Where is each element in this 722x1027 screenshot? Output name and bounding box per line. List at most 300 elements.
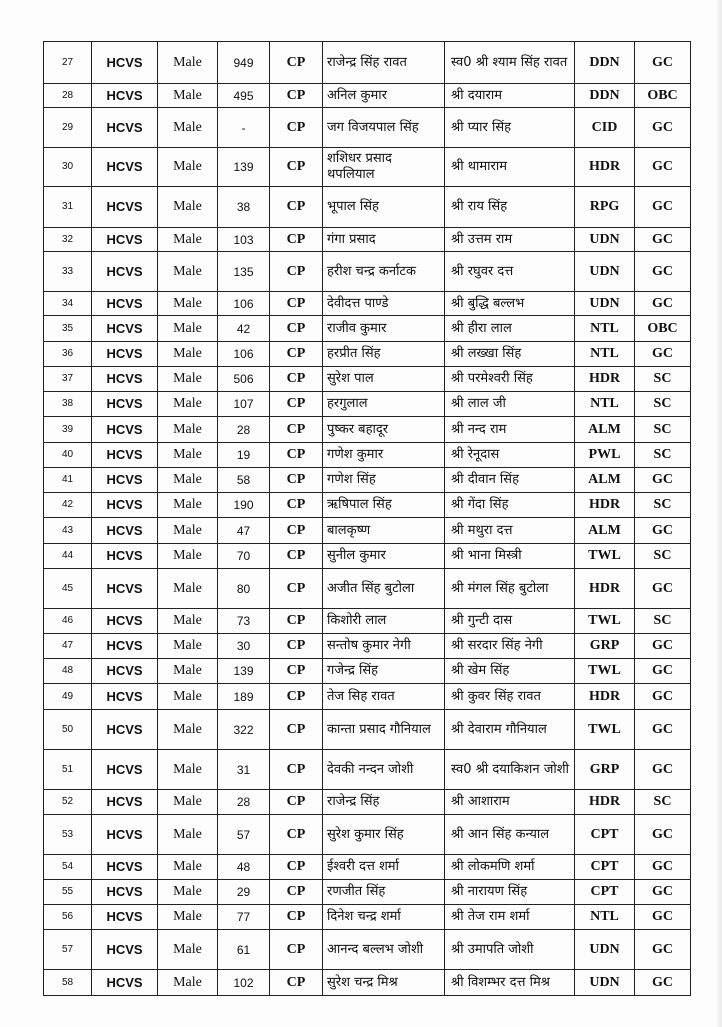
type-cell: CP <box>270 316 323 342</box>
type-cell: CP <box>270 609 323 634</box>
serial-number-cell: 45 <box>44 569 92 609</box>
district-cell: ALM <box>575 468 635 493</box>
gender-cell: Male <box>158 569 218 609</box>
serial-number-cell: 54 <box>44 855 92 880</box>
table-row <box>44 252 691 292</box>
class-cell: SC <box>635 392 691 417</box>
class-cell: GC <box>635 684 691 710</box>
number-cell: 189 <box>218 684 270 710</box>
district-cell: NTL <box>575 342 635 367</box>
number-cell: 949 <box>218 42 270 84</box>
gender-cell: Male <box>158 493 218 518</box>
number-cell: 506 <box>218 367 270 392</box>
serial-number-cell: 35 <box>44 316 92 342</box>
number-cell: 103 <box>218 228 270 252</box>
table-row <box>44 367 691 392</box>
personnel-table <box>43 41 691 996</box>
serial-number-cell: 48 <box>44 659 92 684</box>
gender-cell: Male <box>158 790 218 815</box>
father-name-cell: श्री नन्द राम <box>445 417 575 443</box>
table-row <box>44 930 691 970</box>
class-cell: GC <box>635 569 691 609</box>
table-row <box>44 750 691 790</box>
category-cell: HCVS <box>92 750 158 790</box>
district-cell: CPT <box>575 880 635 905</box>
name-cell: गंगा प्रसाद <box>323 228 445 252</box>
father-name-cell: श्री परमेश्वरी सिंह <box>445 367 575 392</box>
district-cell: CPT <box>575 855 635 880</box>
category-cell: HCVS <box>92 108 158 148</box>
type-cell: CP <box>270 417 323 443</box>
type-cell: CP <box>270 84 323 108</box>
gender-cell: Male <box>158 970 218 996</box>
class-cell: GC <box>635 148 691 187</box>
category-cell: HCVS <box>92 392 158 417</box>
father-name-cell: श्री लाल जी <box>445 392 575 417</box>
number-cell: 47 <box>218 518 270 544</box>
class-cell: SC <box>635 443 691 468</box>
serial-number-cell: 44 <box>44 544 92 569</box>
table-row <box>44 42 691 84</box>
father-name-cell: श्री मंगल सिंह बुटोला <box>445 569 575 609</box>
father-name-cell: श्री लख्खा सिंह <box>445 342 575 367</box>
table-row <box>44 148 691 187</box>
category-cell: HCVS <box>92 316 158 342</box>
father-name-cell: श्री उमापति जोशी <box>445 930 575 970</box>
category-cell: HCVS <box>92 367 158 392</box>
number-cell: 42 <box>218 316 270 342</box>
category-cell: HCVS <box>92 292 158 316</box>
name-cell: कान्ता प्रसाद गौनियाल <box>323 710 445 750</box>
type-cell: CP <box>270 468 323 493</box>
serial-number-cell: 34 <box>44 292 92 316</box>
name-cell: गणेश सिंह <box>323 468 445 493</box>
class-cell: SC <box>635 367 691 392</box>
serial-number-cell: 32 <box>44 228 92 252</box>
class-cell: GC <box>635 108 691 148</box>
father-name-cell: श्री विशम्भर दत्त मिश्र <box>445 970 575 996</box>
district-cell: UDN <box>575 970 635 996</box>
name-cell: भूपाल सिंह <box>323 187 445 228</box>
serial-number-cell: 30 <box>44 148 92 187</box>
name-cell: सन्तोष कुमार नेगी <box>323 634 445 659</box>
category-cell: HCVS <box>92 855 158 880</box>
number-cell: 29 <box>218 880 270 905</box>
serial-number-cell: 37 <box>44 367 92 392</box>
district-cell: DDN <box>575 42 635 84</box>
type-cell: CP <box>270 493 323 518</box>
name-cell: गजेन्द्र सिंह <box>323 659 445 684</box>
district-cell: GRP <box>575 634 635 659</box>
class-cell: GC <box>635 187 691 228</box>
class-cell: GC <box>635 880 691 905</box>
name-cell: अजीत सिंह बुटोला <box>323 569 445 609</box>
category-cell: HCVS <box>92 342 158 367</box>
table-row <box>44 815 691 855</box>
class-cell: SC <box>635 609 691 634</box>
father-name-cell: श्री नारायण सिंह <box>445 880 575 905</box>
name-cell: पुष्कर बहादूर <box>323 417 445 443</box>
number-cell: 135 <box>218 252 270 292</box>
serial-number-cell: 28 <box>44 84 92 108</box>
name-cell: राजीव कुमार <box>323 316 445 342</box>
district-cell: UDN <box>575 252 635 292</box>
district-cell: TWL <box>575 544 635 569</box>
father-name-cell: श्री देवाराम गौनियाल <box>445 710 575 750</box>
serial-number-cell: 36 <box>44 342 92 367</box>
number-cell: 102 <box>218 970 270 996</box>
category-cell: HCVS <box>92 930 158 970</box>
gender-cell: Male <box>158 108 218 148</box>
number-cell: - <box>218 108 270 148</box>
father-name-cell: श्री आशाराम <box>445 790 575 815</box>
district-cell: HDR <box>575 493 635 518</box>
name-cell: सुरेश पाल <box>323 367 445 392</box>
father-name-cell: श्री दयाराम <box>445 84 575 108</box>
table-row <box>44 659 691 684</box>
table-row <box>44 609 691 634</box>
father-name-cell: श्री रघुवर दत्त <box>445 252 575 292</box>
table-row <box>44 790 691 815</box>
father-name-cell: श्री दीवान सिंह <box>445 468 575 493</box>
gender-cell: Male <box>158 42 218 84</box>
father-name-cell: श्री उत्तम राम <box>445 228 575 252</box>
gender-cell: Male <box>158 659 218 684</box>
district-cell: HDR <box>575 569 635 609</box>
gender-cell: Male <box>158 815 218 855</box>
class-cell: SC <box>635 544 691 569</box>
gender-cell: Male <box>158 316 218 342</box>
class-cell: SC <box>635 493 691 518</box>
table-row <box>44 493 691 518</box>
type-cell: CP <box>270 108 323 148</box>
district-cell: DDN <box>575 84 635 108</box>
table-row <box>44 855 691 880</box>
serial-number-cell: 51 <box>44 750 92 790</box>
type-cell: CP <box>270 148 323 187</box>
class-cell: OBC <box>635 84 691 108</box>
category-cell: HCVS <box>92 684 158 710</box>
father-name-cell: श्री रेनूदास <box>445 443 575 468</box>
type-cell: CP <box>270 342 323 367</box>
table-row <box>44 228 691 252</box>
number-cell: 31 <box>218 750 270 790</box>
number-cell: 139 <box>218 659 270 684</box>
father-name-cell: श्री खेम सिंह <box>445 659 575 684</box>
type-cell: CP <box>270 684 323 710</box>
table-row <box>44 187 691 228</box>
table-row <box>44 392 691 417</box>
serial-number-cell: 29 <box>44 108 92 148</box>
gender-cell: Male <box>158 710 218 750</box>
type-cell: CP <box>270 710 323 750</box>
category-cell: HCVS <box>92 880 158 905</box>
category-cell: HCVS <box>92 417 158 443</box>
class-cell: GC <box>635 659 691 684</box>
gender-cell: Male <box>158 684 218 710</box>
district-cell: TWL <box>575 710 635 750</box>
class-cell: GC <box>635 252 691 292</box>
district-cell: UDN <box>575 228 635 252</box>
category-cell: HCVS <box>92 710 158 750</box>
category-cell: HCVS <box>92 905 158 930</box>
table-row <box>44 684 691 710</box>
district-cell: PWL <box>575 443 635 468</box>
category-cell: HCVS <box>92 659 158 684</box>
class-cell: GC <box>635 855 691 880</box>
page-edge-shadow <box>716 0 722 1027</box>
district-cell: HDR <box>575 790 635 815</box>
serial-number-cell: 40 <box>44 443 92 468</box>
type-cell: CP <box>270 187 323 228</box>
gender-cell: Male <box>158 880 218 905</box>
district-cell: NTL <box>575 905 635 930</box>
district-cell: HDR <box>575 367 635 392</box>
class-cell: GC <box>635 930 691 970</box>
number-cell: 58 <box>218 468 270 493</box>
gender-cell: Male <box>158 468 218 493</box>
class-cell: GC <box>635 710 691 750</box>
table-row <box>44 292 691 316</box>
category-cell: HCVS <box>92 609 158 634</box>
type-cell: CP <box>270 930 323 970</box>
type-cell: CP <box>270 659 323 684</box>
table-row <box>44 342 691 367</box>
table-row <box>44 316 691 342</box>
district-cell: ALM <box>575 518 635 544</box>
father-name-cell: स्व0 श्री दयाकिशन जोशी <box>445 750 575 790</box>
table-row <box>44 880 691 905</box>
number-cell: 38 <box>218 187 270 228</box>
name-cell: सुरेश कुमार सिंह <box>323 815 445 855</box>
table-row <box>44 443 691 468</box>
gender-cell: Male <box>158 84 218 108</box>
class-cell: GC <box>635 750 691 790</box>
class-cell: GC <box>635 970 691 996</box>
type-cell: CP <box>270 790 323 815</box>
category-cell: HCVS <box>92 228 158 252</box>
father-name-cell: श्री हीरा लाल <box>445 316 575 342</box>
category-cell: HCVS <box>92 544 158 569</box>
type-cell: CP <box>270 569 323 609</box>
serial-number-cell: 31 <box>44 187 92 228</box>
serial-number-cell: 38 <box>44 392 92 417</box>
serial-number-cell: 39 <box>44 417 92 443</box>
name-cell: अनिल कुमार <box>323 84 445 108</box>
gender-cell: Male <box>158 634 218 659</box>
serial-number-cell: 46 <box>44 609 92 634</box>
type-cell: CP <box>270 443 323 468</box>
number-cell: 80 <box>218 569 270 609</box>
type-cell: CP <box>270 880 323 905</box>
category-cell: HCVS <box>92 970 158 996</box>
type-cell: CP <box>270 970 323 996</box>
serial-number-cell: 27 <box>44 42 92 84</box>
number-cell: 190 <box>218 493 270 518</box>
type-cell: CP <box>270 815 323 855</box>
father-name-cell: श्री लोकमणि शर्मा <box>445 855 575 880</box>
gender-cell: Male <box>158 367 218 392</box>
name-cell: रणजीत सिंह <box>323 880 445 905</box>
district-cell: NTL <box>575 316 635 342</box>
father-name-cell: श्री गुन्टी दास <box>445 609 575 634</box>
class-cell: GC <box>635 292 691 316</box>
name-cell: राजेन्द्र सिंह रावत <box>323 42 445 84</box>
number-cell: 106 <box>218 292 270 316</box>
gender-cell: Male <box>158 930 218 970</box>
category-cell: HCVS <box>92 148 158 187</box>
gender-cell: Male <box>158 228 218 252</box>
table-row <box>44 84 691 108</box>
class-cell: OBC <box>635 316 691 342</box>
class-cell: GC <box>635 42 691 84</box>
number-cell: 48 <box>218 855 270 880</box>
class-cell: GC <box>635 905 691 930</box>
gender-cell: Male <box>158 342 218 367</box>
type-cell: CP <box>270 518 323 544</box>
table-row <box>44 905 691 930</box>
father-name-cell: श्री तेज राम शर्मा <box>445 905 575 930</box>
district-cell: RPG <box>575 187 635 228</box>
gender-cell: Male <box>158 417 218 443</box>
type-cell: CP <box>270 905 323 930</box>
serial-number-cell: 33 <box>44 252 92 292</box>
class-cell: GC <box>635 518 691 544</box>
table-body <box>44 42 691 996</box>
serial-number-cell: 42 <box>44 493 92 518</box>
category-cell: HCVS <box>92 42 158 84</box>
type-cell: CP <box>270 367 323 392</box>
type-cell: CP <box>270 544 323 569</box>
name-cell: हरगुलाल <box>323 392 445 417</box>
district-cell: NTL <box>575 392 635 417</box>
number-cell: 107 <box>218 392 270 417</box>
name-cell: सुनील कुमार <box>323 544 445 569</box>
type-cell: CP <box>270 634 323 659</box>
number-cell: 57 <box>218 815 270 855</box>
serial-number-cell: 41 <box>44 468 92 493</box>
father-name-cell: श्री आन सिंह कन्याल <box>445 815 575 855</box>
name-cell: सुरेश चन्द्र मिश्र <box>323 970 445 996</box>
name-cell: हरीश चन्द्र कर्नाटक <box>323 252 445 292</box>
district-cell: TWL <box>575 609 635 634</box>
type-cell: CP <box>270 750 323 790</box>
class-cell: GC <box>635 342 691 367</box>
gender-cell: Male <box>158 187 218 228</box>
class-cell: GC <box>635 468 691 493</box>
name-cell: तेज सिह रावत <box>323 684 445 710</box>
name-cell: आनन्द बल्लभ जोशी <box>323 930 445 970</box>
category-cell: HCVS <box>92 518 158 544</box>
district-cell: GRP <box>575 750 635 790</box>
name-cell: बालकृष्ण <box>323 518 445 544</box>
category-cell: HCVS <box>92 187 158 228</box>
father-name-cell: श्री भाना मिस्त्री <box>445 544 575 569</box>
district-cell: CPT <box>575 815 635 855</box>
gender-cell: Male <box>158 544 218 569</box>
category-cell: HCVS <box>92 569 158 609</box>
class-cell: GC <box>635 634 691 659</box>
serial-number-cell: 43 <box>44 518 92 544</box>
name-cell: जग विजयपाल सिंह <box>323 108 445 148</box>
name-cell: किशोरी लाल <box>323 609 445 634</box>
category-cell: HCVS <box>92 252 158 292</box>
serial-number-cell: 47 <box>44 634 92 659</box>
father-name-cell: स्व0 श्री श्याम सिंह रावत <box>445 42 575 84</box>
type-cell: CP <box>270 42 323 84</box>
district-cell: HDR <box>575 684 635 710</box>
serial-number-cell: 57 <box>44 930 92 970</box>
number-cell: 139 <box>218 148 270 187</box>
serial-number-cell: 56 <box>44 905 92 930</box>
type-cell: CP <box>270 228 323 252</box>
serial-number-cell: 49 <box>44 684 92 710</box>
father-name-cell: श्री बुद्धि बल्लभ <box>445 292 575 316</box>
category-cell: HCVS <box>92 493 158 518</box>
name-cell: ऋषिपाल सिंह <box>323 493 445 518</box>
category-cell: HCVS <box>92 790 158 815</box>
gender-cell: Male <box>158 252 218 292</box>
table-row <box>44 417 691 443</box>
number-cell: 28 <box>218 417 270 443</box>
gender-cell: Male <box>158 609 218 634</box>
name-cell: हरप्रीत सिंह <box>323 342 445 367</box>
table-row <box>44 970 691 996</box>
number-cell: 19 <box>218 443 270 468</box>
category-cell: HCVS <box>92 443 158 468</box>
number-cell: 61 <box>218 930 270 970</box>
category-cell: HCVS <box>92 815 158 855</box>
number-cell: 77 <box>218 905 270 930</box>
table-row <box>44 108 691 148</box>
table-row <box>44 634 691 659</box>
number-cell: 495 <box>218 84 270 108</box>
category-cell: HCVS <box>92 634 158 659</box>
serial-number-cell: 53 <box>44 815 92 855</box>
gender-cell: Male <box>158 518 218 544</box>
table-row <box>44 710 691 750</box>
gender-cell: Male <box>158 292 218 316</box>
type-cell: CP <box>270 392 323 417</box>
name-cell: राजेन्द्र सिंह <box>323 790 445 815</box>
father-name-cell: श्री कुवर सिंह रावत <box>445 684 575 710</box>
number-cell: 70 <box>218 544 270 569</box>
table-row <box>44 518 691 544</box>
gender-cell: Male <box>158 905 218 930</box>
father-name-cell: श्री सरदार सिंह नेगी <box>445 634 575 659</box>
name-cell: गणेश कुमार <box>323 443 445 468</box>
name-cell: देवकी नन्दन जोशी <box>323 750 445 790</box>
category-cell: HCVS <box>92 468 158 493</box>
name-cell: शशिधर प्रसाद थपलियाल <box>323 148 445 187</box>
name-cell: दिनेश चन्द्र शर्मा <box>323 905 445 930</box>
district-cell: UDN <box>575 930 635 970</box>
number-cell: 322 <box>218 710 270 750</box>
district-cell: TWL <box>575 659 635 684</box>
table-row <box>44 468 691 493</box>
table-row <box>44 544 691 569</box>
name-cell: ईश्वरी दत्त शर्मा <box>323 855 445 880</box>
name-cell: देवीदत्त पाण्डे <box>323 292 445 316</box>
number-cell: 106 <box>218 342 270 367</box>
type-cell: CP <box>270 855 323 880</box>
class-cell: GC <box>635 228 691 252</box>
table-row <box>44 569 691 609</box>
class-cell: SC <box>635 417 691 443</box>
gender-cell: Male <box>158 148 218 187</box>
district-cell: HDR <box>575 148 635 187</box>
gender-cell: Male <box>158 443 218 468</box>
